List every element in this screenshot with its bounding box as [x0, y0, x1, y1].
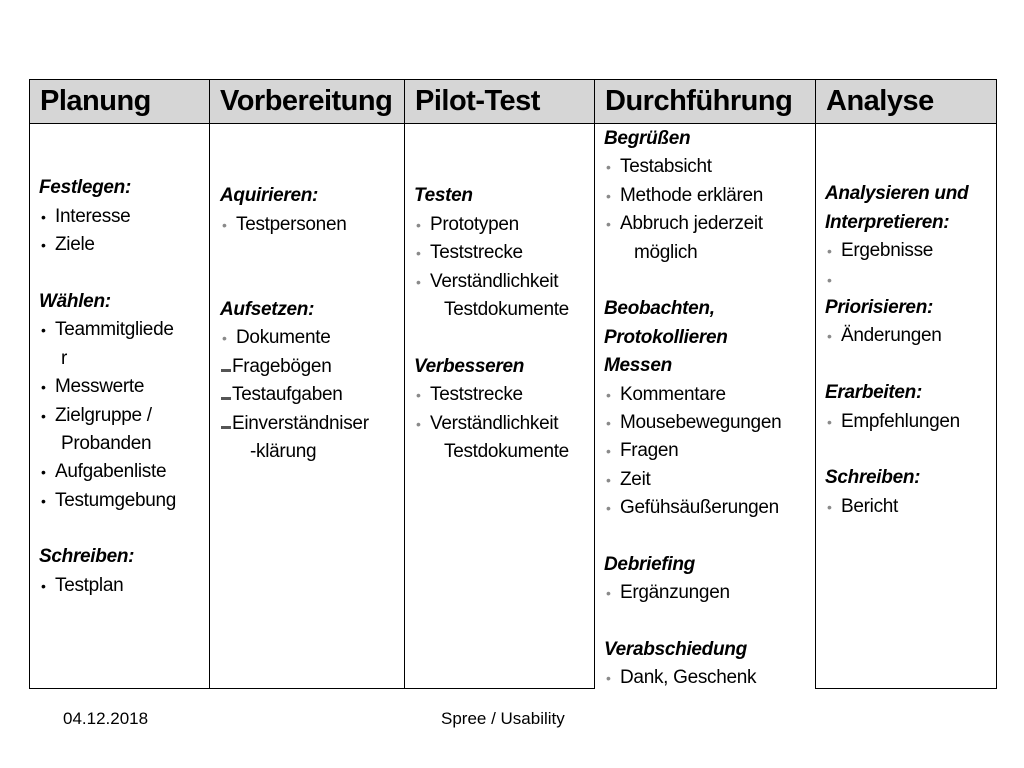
- section-heading: Erarbeiten:: [825, 382, 923, 404]
- bullet-item: [414, 410, 569, 438]
- bullet-icon: •: [41, 237, 46, 254]
- bullet-item: [604, 664, 781, 692]
- header-durchfuehrung: Durchführung: [595, 79, 815, 124]
- bullet-icon: •: [606, 500, 611, 517]
- continued-text: -klärung: [250, 440, 317, 462]
- bullet-icon: •: [41, 407, 46, 424]
- bullet-item: [604, 466, 781, 494]
- column-vorbereitung: [220, 154, 369, 466]
- bullet-text: Prototypen: [430, 213, 519, 235]
- bullet-text: Ergänzungen: [620, 582, 730, 604]
- bullet-item: [39, 203, 176, 231]
- bullet-text: Testumgebung: [55, 489, 177, 511]
- table-border-right: [996, 79, 997, 689]
- bullet-item: [604, 381, 781, 409]
- bullet-item: [604, 210, 781, 238]
- section-heading: Protokollieren: [604, 326, 728, 348]
- section-heading: Wählen:: [39, 290, 111, 312]
- section-heading: Priorisieren:: [825, 296, 934, 318]
- section-heading: Interpretieren:: [825, 211, 950, 233]
- continued-text: Testdokumente: [444, 298, 569, 320]
- dash-text: Testaufgaben: [232, 384, 343, 406]
- section-heading: Debriefing: [604, 553, 695, 575]
- dash-item: [220, 353, 369, 381]
- bullet-text: Kommentare: [620, 383, 726, 405]
- spacer: [39, 146, 176, 174]
- table-divider-1: [209, 79, 210, 689]
- spacer: [825, 152, 968, 180]
- bullet-item: [414, 239, 569, 267]
- bullet-icon: •: [41, 322, 46, 339]
- bullet-icon: •: [827, 271, 832, 288]
- section-heading: Schreiben:: [39, 546, 135, 568]
- bullet-icon: •: [416, 387, 421, 404]
- bullet-text: Teststrecke: [430, 384, 523, 406]
- bullet-icon: •: [41, 379, 46, 396]
- bullet-text: Gefühsäußerungen: [620, 497, 779, 519]
- spacer: [220, 154, 369, 182]
- bullet-icon: •: [827, 328, 832, 345]
- bullet-text: Teammitgliede: [55, 319, 174, 341]
- bullet-item: [39, 572, 176, 600]
- continued-text: Probanden: [61, 432, 152, 454]
- section-heading: Verabschiedung: [604, 639, 747, 661]
- section-heading: Messen: [604, 355, 672, 377]
- bullet-icon: •: [606, 471, 611, 488]
- bullet-text: Interesse: [55, 205, 131, 227]
- bullet-icon: •: [606, 443, 611, 460]
- column-planung: [39, 146, 176, 600]
- bullet-item: [39, 373, 176, 401]
- table-divider-3: [594, 79, 595, 689]
- bullet-text: Zeit: [620, 468, 651, 490]
- section-heading: Aquirieren:: [220, 185, 319, 207]
- table-border-left: [29, 79, 30, 689]
- bullet-text: Ziele: [55, 234, 95, 256]
- section-heading: Festlegen:: [39, 177, 132, 199]
- bullet-item: [825, 237, 968, 265]
- bullet-text: Testplan: [55, 574, 124, 596]
- dash-text: Fragebögen: [232, 355, 332, 377]
- bullet-icon: •: [606, 670, 611, 687]
- bullet-icon: •: [606, 216, 611, 233]
- section-heading: Testen: [414, 185, 473, 207]
- bullet-item: [825, 408, 968, 436]
- bullet-item: [39, 231, 176, 259]
- bullet-text: Testabsicht: [620, 156, 712, 178]
- spacer: [825, 351, 968, 379]
- bullet-icon: •: [606, 386, 611, 403]
- spacer: [220, 268, 369, 296]
- bullet-item: [825, 493, 968, 521]
- spacer: [604, 522, 781, 550]
- bullet-item: [414, 381, 569, 409]
- bullet-item: [604, 409, 781, 437]
- bullet-text: Empfehlungen: [841, 410, 960, 432]
- bullet-icon: •: [222, 330, 227, 347]
- dash-icon: [221, 369, 231, 372]
- bullet-icon: •: [606, 187, 611, 204]
- section-heading: Analysieren und: [825, 183, 969, 205]
- dash-text: Einverständniser: [232, 412, 369, 434]
- bullet-text: Messwerte: [55, 376, 145, 398]
- bullet-item: [604, 182, 781, 210]
- column-analyse: [825, 152, 968, 521]
- bullet-item: [604, 153, 781, 181]
- bullet-item: [39, 402, 176, 430]
- section-heading: Verbesseren: [414, 355, 525, 377]
- bullet-icon: •: [416, 273, 421, 290]
- bullet-text: Änderungen: [841, 325, 942, 347]
- footer-title: Spree / Usability: [441, 709, 565, 728]
- spacer: [39, 260, 176, 288]
- section-heading: Aufsetzen:: [220, 298, 315, 320]
- bullet-text: Zielgruppe /: [55, 404, 152, 426]
- bullet-text: Mousebewegungen: [620, 411, 782, 433]
- bullet-item: [39, 316, 176, 344]
- bullet-icon: •: [41, 492, 46, 509]
- bullet-icon: •: [41, 577, 46, 594]
- spacer: [604, 608, 781, 636]
- bullet-icon: •: [41, 464, 46, 481]
- bullet-text: Dokumente: [236, 327, 331, 349]
- bullet-icon: •: [416, 245, 421, 262]
- bullet-icon: •: [222, 216, 227, 233]
- bullet-text: Ergebnisse: [841, 240, 934, 262]
- column-durchfuehrung: [604, 125, 781, 693]
- spacer: [39, 515, 176, 543]
- table-divider-4: [815, 79, 816, 689]
- bullet-item: [825, 266, 968, 294]
- spacer: [414, 324, 569, 352]
- continued-text: Testdokumente: [444, 440, 569, 462]
- bullet-item: [414, 211, 569, 239]
- bullet-item: [220, 211, 369, 239]
- bullet-icon: •: [827, 243, 832, 260]
- dash-icon: [221, 397, 231, 400]
- bullet-text: Verständlichkeit: [430, 412, 559, 434]
- bullet-item: [604, 437, 781, 465]
- continued-text: r: [61, 347, 68, 369]
- bullet-text: Aufgabenliste: [55, 461, 167, 483]
- spacer: [220, 239, 369, 267]
- bullet-icon: •: [827, 498, 832, 515]
- bullet-text: Fragen: [620, 440, 679, 462]
- dash-item: [220, 410, 369, 438]
- bullet-icon: •: [606, 585, 611, 602]
- bullet-icon: •: [827, 413, 832, 430]
- bullet-item: [604, 494, 781, 522]
- bullet-icon: •: [41, 208, 46, 225]
- bullet-icon: •: [416, 415, 421, 432]
- bullet-text: Dank, Geschenk: [620, 667, 757, 689]
- dash-item: [220, 381, 369, 409]
- bullet-text: Teststrecke: [430, 242, 523, 264]
- column-pilot-test: [414, 154, 569, 466]
- continued-text: möglich: [634, 241, 698, 263]
- spacer: [825, 436, 968, 464]
- bullet-text: Bericht: [841, 495, 899, 517]
- header-planung: Planung: [30, 79, 209, 124]
- spacer: [414, 154, 569, 182]
- bullet-item: [604, 579, 781, 607]
- section-heading: Begrüßen: [604, 128, 691, 149]
- bullet-item: [39, 487, 176, 515]
- table-divider-2: [404, 79, 405, 689]
- bullet-text: Verständlichkeit: [430, 270, 559, 292]
- bullet-item: [414, 268, 569, 296]
- header-analyse: Analyse: [816, 79, 996, 124]
- bullet-icon: •: [606, 159, 611, 176]
- bullet-icon: •: [606, 414, 611, 431]
- section-heading: Schreiben:: [825, 467, 921, 489]
- bullet-item: [39, 458, 176, 486]
- bullet-text: Testpersonen: [236, 213, 347, 235]
- footer-date: 04.12.2018: [63, 709, 149, 728]
- header-vorbereitung: Vorbereitung: [210, 79, 404, 124]
- dash-icon: [221, 426, 231, 429]
- bullet-item: [825, 322, 968, 350]
- table-border-bottom-right: [815, 688, 997, 689]
- bullet-text: Abbruch jederzeit: [620, 213, 763, 235]
- bullet-item: [220, 324, 369, 352]
- section-heading: Beobachten,: [604, 298, 715, 320]
- bullet-icon: •: [416, 216, 421, 233]
- table-border-bottom-left: [29, 688, 595, 689]
- header-pilot-test: Pilot-Test: [405, 79, 594, 124]
- spacer: [604, 267, 781, 295]
- bullet-text: Methode erklären: [620, 184, 764, 206]
